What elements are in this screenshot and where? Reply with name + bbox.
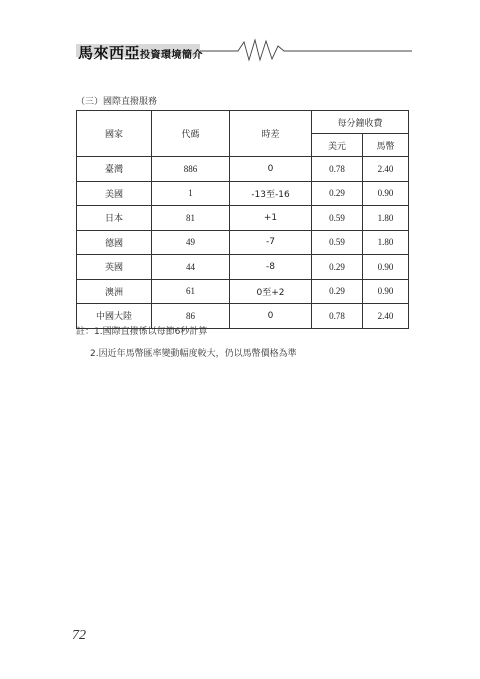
cell-country: 德國 bbox=[77, 230, 152, 255]
cell-myr: 0.90 bbox=[363, 255, 409, 280]
table-row bbox=[77, 181, 409, 206]
header-rate-group: 每分鐘收費 bbox=[312, 111, 409, 134]
cell-usd: 0.59 bbox=[312, 206, 363, 231]
cell-time-diff: 0 bbox=[230, 304, 312, 329]
header-title-main: 馬來西亞 bbox=[78, 44, 141, 62]
table-row bbox=[77, 230, 409, 255]
cell-code: 86 bbox=[152, 304, 230, 329]
table-row bbox=[77, 279, 409, 304]
cell-usd: 0.29 bbox=[312, 255, 363, 280]
table-row bbox=[77, 206, 409, 231]
cell-code: 1 bbox=[152, 181, 230, 206]
cell-code: 49 bbox=[152, 230, 230, 255]
cell-myr: 1.80 bbox=[363, 206, 409, 231]
cell-time-diff: -8 bbox=[230, 255, 312, 280]
cell-myr: 2.40 bbox=[363, 157, 409, 182]
cell-time-diff: -13至-16 bbox=[230, 181, 312, 206]
cell-country: 中國大陸 bbox=[77, 304, 152, 329]
cell-myr: 0.90 bbox=[363, 181, 409, 206]
cell-code: 61 bbox=[152, 279, 230, 304]
cell-time-diff: 0至+2 bbox=[230, 279, 312, 304]
cell-code: 886 bbox=[152, 157, 230, 182]
header-myr: 馬幣 bbox=[363, 134, 409, 157]
cell-myr: 2.40 bbox=[363, 304, 409, 329]
table-header-row bbox=[77, 111, 409, 134]
cell-usd: 0.78 bbox=[312, 304, 363, 329]
section-title: （三）國際直撥服務 bbox=[76, 97, 158, 107]
rates-table bbox=[76, 110, 409, 329]
note-2: 2.因近年馬幣匯率變動幅度較大，仍以馬幣價格為準 bbox=[90, 349, 297, 359]
header-time-diff: 時差 bbox=[230, 111, 312, 157]
cell-time-diff: 0 bbox=[230, 157, 312, 182]
cell-usd: 0.29 bbox=[312, 181, 363, 206]
cell-code: 81 bbox=[152, 206, 230, 231]
cell-country: 臺灣 bbox=[77, 157, 152, 182]
table-row bbox=[77, 255, 409, 280]
cell-usd: 0.29 bbox=[312, 279, 363, 304]
cell-myr: 0.90 bbox=[363, 279, 409, 304]
cell-country: 美國 bbox=[77, 181, 152, 206]
header-wave-line bbox=[0, 36, 480, 66]
header-country: 國家 bbox=[77, 111, 152, 157]
cell-country: 英國 bbox=[77, 255, 152, 280]
cell-time-diff: -7 bbox=[230, 230, 312, 255]
table-row bbox=[77, 157, 409, 182]
page-number: 72 bbox=[72, 628, 86, 643]
header-code: 代碼 bbox=[152, 111, 230, 157]
header-title-sub: 投資環境簡介 bbox=[140, 50, 204, 61]
cell-usd: 0.78 bbox=[312, 157, 363, 182]
cell-usd: 0.59 bbox=[312, 230, 363, 255]
cell-time-diff: +1 bbox=[230, 206, 312, 231]
cell-country: 日本 bbox=[77, 206, 152, 231]
page-header bbox=[0, 36, 480, 66]
cell-code: 44 bbox=[152, 255, 230, 280]
cell-myr: 1.80 bbox=[363, 230, 409, 255]
cell-country: 澳洲 bbox=[77, 279, 152, 304]
header-usd: 美元 bbox=[312, 134, 363, 157]
note-1: 註：1.國際直撥係以每節6秒計算 bbox=[76, 327, 208, 337]
